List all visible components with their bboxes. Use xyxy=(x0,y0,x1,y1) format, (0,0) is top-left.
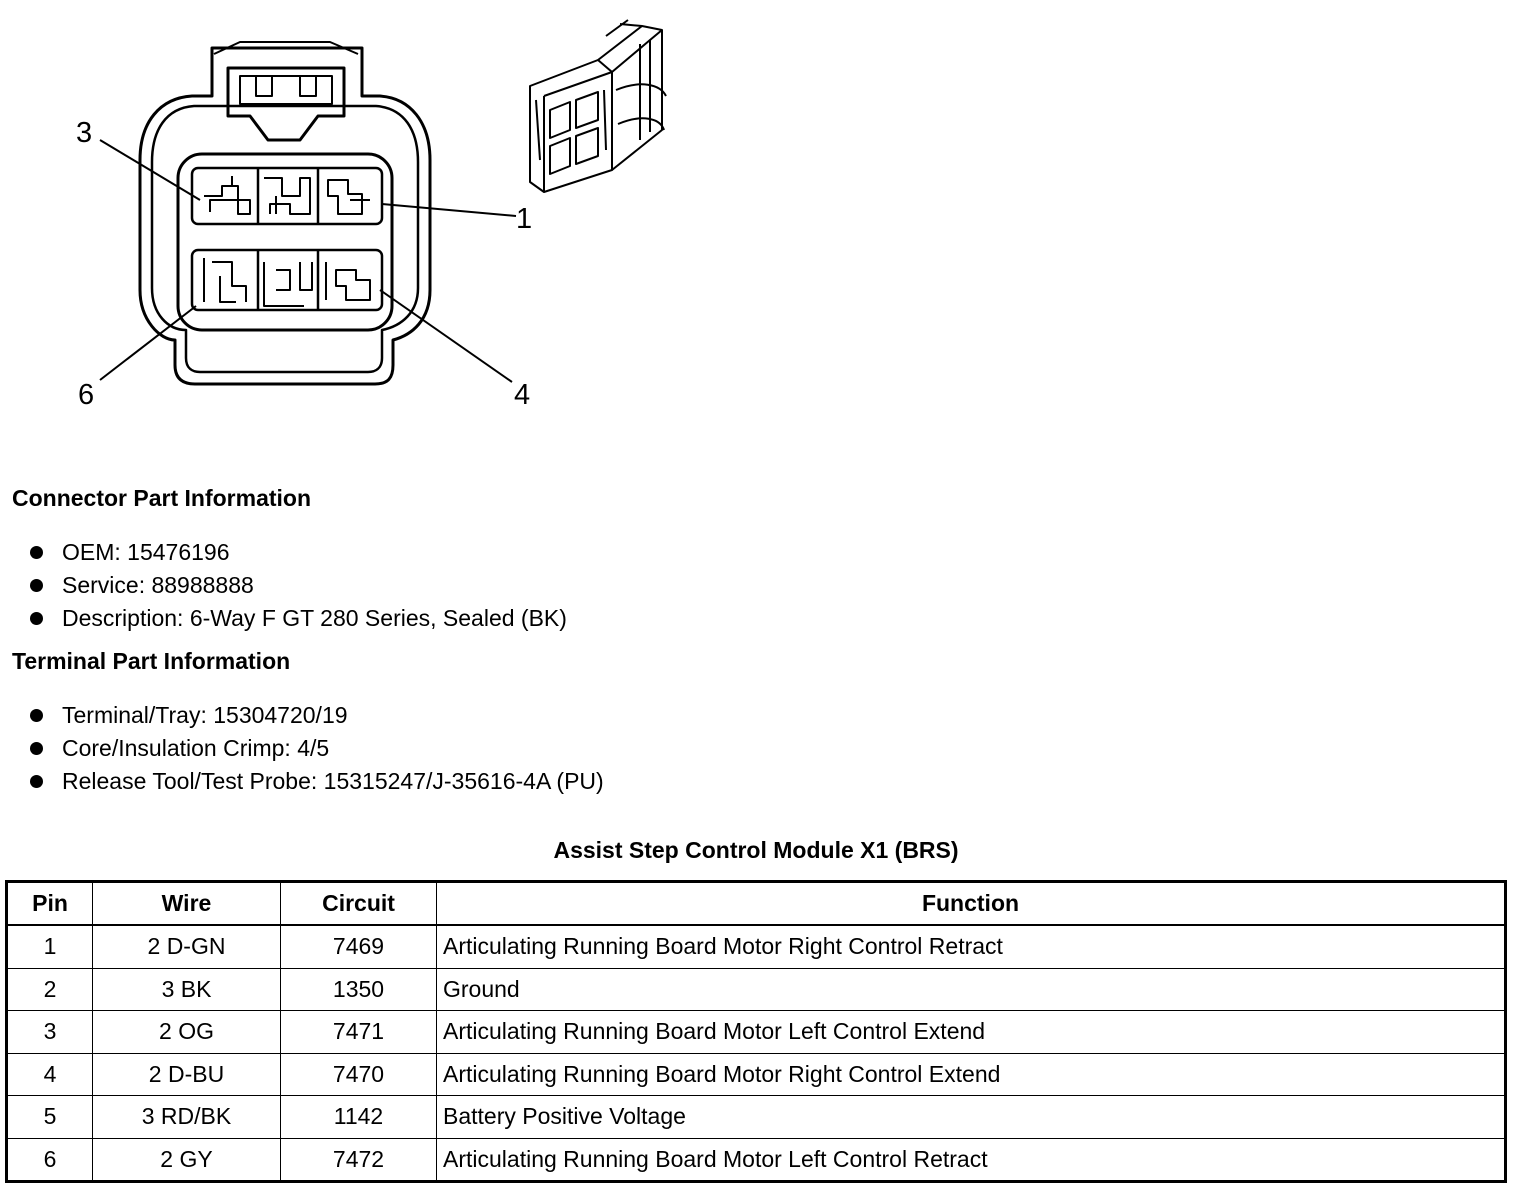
circuit-cell: 7469 xyxy=(281,925,437,968)
list-item xyxy=(30,536,567,569)
table-row xyxy=(7,1096,1506,1139)
pin-cell: 6 xyxy=(7,1138,93,1182)
list-item xyxy=(30,699,604,732)
release-tool-test-probe: Release Tool/Test Probe: 15315247/J-35616-4A (PU) xyxy=(62,768,604,794)
table-row xyxy=(7,1011,1506,1054)
pin-cell: 1 xyxy=(7,925,93,968)
list-item xyxy=(30,569,567,602)
bullet-icon xyxy=(30,612,43,625)
function-cell: Articulating Running Board Motor Right Control Retract xyxy=(437,925,1506,968)
circuit-cell: 1350 xyxy=(281,968,437,1011)
terminal-part-info-heading: Terminal Part Information xyxy=(12,648,291,674)
connector-diagram xyxy=(0,0,700,430)
function-cell: Articulating Running Board Motor Left Control Retract xyxy=(437,1138,1506,1182)
bullet-icon xyxy=(30,742,43,755)
pinout-table xyxy=(5,880,1507,1183)
pin-cell: 2 xyxy=(7,968,93,1011)
column-header-wire: Wire xyxy=(93,882,281,926)
pin-callout-1: 1 xyxy=(516,203,533,235)
connector-part-info-heading: Connector Part Information xyxy=(12,485,312,511)
terminal-tray: Terminal/Tray: 15304720/19 xyxy=(62,702,348,728)
bullet-icon xyxy=(30,546,43,559)
pin-cell: 3 xyxy=(7,1011,93,1054)
pin-callout-6: 6 xyxy=(78,379,95,411)
pin-cell: 5 xyxy=(7,1096,93,1139)
connector-3d-view xyxy=(530,20,666,192)
list-item xyxy=(30,602,567,635)
wire-cell: 2 D-BU xyxy=(93,1053,281,1096)
circuit-cell: 7472 xyxy=(281,1138,437,1182)
circuit-cell: 7471 xyxy=(281,1011,437,1054)
wire-cell: 3 RD/BK xyxy=(93,1096,281,1139)
column-header-pin: Pin xyxy=(7,882,93,926)
list-item xyxy=(30,765,604,798)
column-header-function: Function xyxy=(437,882,1506,926)
wire-cell: 2 D-GN xyxy=(93,925,281,968)
terminal-part-info-list xyxy=(30,699,604,798)
column-header-circuit: Circuit xyxy=(281,882,437,926)
wire-cell: 2 OG xyxy=(93,1011,281,1054)
table-header-row xyxy=(7,882,1506,926)
table-row xyxy=(7,968,1506,1011)
pinout-table-title: Assist Step Control Module X1 (BRS) xyxy=(553,837,959,863)
list-item xyxy=(30,732,604,765)
connector-part-info-list xyxy=(30,536,567,635)
function-cell: Ground xyxy=(437,968,1506,1011)
circuit-cell: 7470 xyxy=(281,1053,437,1096)
bullet-icon xyxy=(30,709,43,722)
wire-cell: 2 GY xyxy=(93,1138,281,1182)
wire-cell: 3 BK xyxy=(93,968,281,1011)
table-row xyxy=(7,1053,1506,1096)
pin-callout-4: 4 xyxy=(514,379,531,411)
bullet-icon xyxy=(30,579,43,592)
function-cell: Articulating Running Board Motor Right Control Extend xyxy=(437,1053,1506,1096)
oem-part-number: OEM: 15476196 xyxy=(62,539,230,565)
pin-cell: 4 xyxy=(7,1053,93,1096)
table-row xyxy=(7,1138,1506,1182)
circuit-cell: 1142 xyxy=(281,1096,437,1139)
service-part-number: Service: 88988888 xyxy=(62,572,254,598)
function-cell: Battery Positive Voltage xyxy=(437,1096,1506,1139)
function-cell: Articulating Running Board Motor Left Control Extend xyxy=(437,1011,1506,1054)
table-row xyxy=(7,925,1506,968)
pin-callout-3: 3 xyxy=(76,117,93,149)
connector-face-view xyxy=(100,42,516,384)
bullet-icon xyxy=(30,775,43,788)
core-insulation-crimp: Core/Insulation Crimp: 4/5 xyxy=(62,735,330,761)
connector-description: Description: 6-Way F GT 280 Series, Sealed (BK) xyxy=(62,605,567,631)
